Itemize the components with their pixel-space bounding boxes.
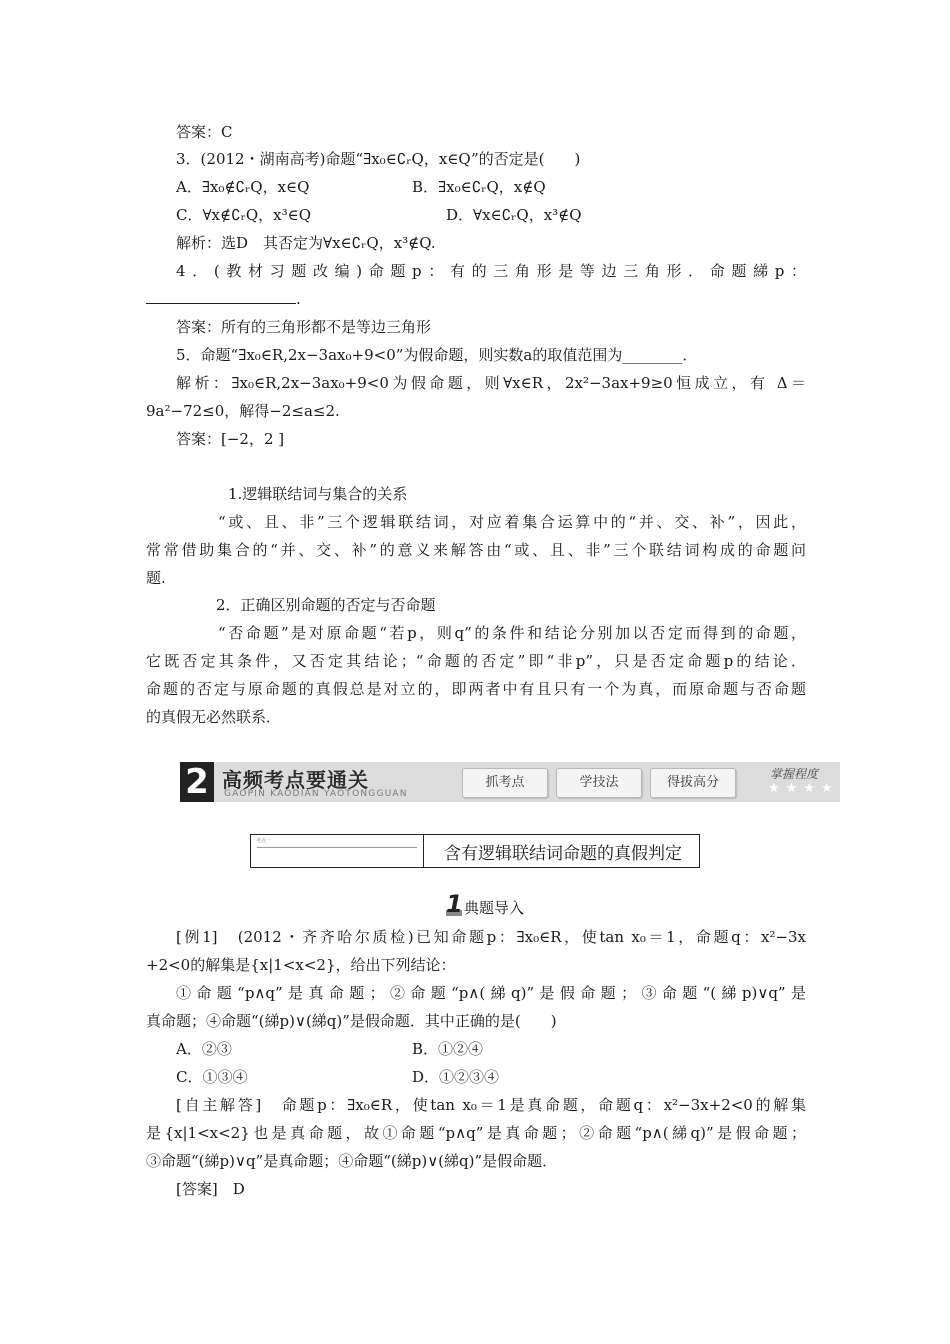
note-1-para-1: “或、且、非”三个逻辑联结词，对应着集合运算中的“并、交、补”，因此，	[218, 513, 806, 531]
question-3-option-c: C．∀x∉∁ᵣQ，x³∈Q	[176, 206, 312, 224]
high-score-button[interactable]: 得拔高分	[650, 768, 736, 798]
topic-label: 考点一	[256, 838, 272, 844]
question-5-stem: 5．命题“∃x₀∈R,2x−3ax₀+9<0”为假命题，则实数a的取值范围为________．	[176, 346, 698, 364]
divider	[257, 847, 417, 848]
example-1-solution-2: 是{x|1<x<2}也是真命题，故①命题“p∧q”是真命题；②命题“p∧(綈q)”是假命题；	[146, 1124, 806, 1142]
example-1-option-a: A．②③	[176, 1040, 232, 1058]
banner-number: 2	[180, 762, 214, 802]
question-3-option-d: D．∀x∈∁ᵣQ，x³∉Q	[446, 206, 582, 224]
topic-title-box	[250, 834, 700, 868]
mastery-label: 掌握程度	[770, 767, 819, 781]
example-1-option-c: C．①③④	[176, 1068, 248, 1086]
topic-label-cell	[251, 835, 424, 867]
banner-subtitle: GAOPIN KAODIAN YAOTONGGUAN	[224, 789, 408, 799]
mastery-stars-icon: ★★★★	[768, 781, 839, 796]
example-1-answer: [答案] D	[176, 1180, 245, 1198]
question-4-stem: 4．(教材习题改编)命题p：有的三角形是等边三角形．命题綈p：	[176, 262, 806, 280]
question-3-solution: 解析：选D 其否定为∀x∈∁ᵣQ，x³∉Q.	[176, 234, 436, 252]
section-label: 典题导入	[464, 899, 525, 917]
answer-line: 答案：C	[176, 123, 233, 141]
note-2-para-3: 命题的否定与原命题的真假总是对立的，即两者中有且只有一个为真，而原命题与否命题	[146, 680, 806, 698]
question-5-solution-2: 9a²−72≤0，解得−2≤a≤2.	[146, 402, 340, 420]
question-5-answer: 答案：[−2，2 ]	[176, 430, 285, 448]
example-1-solution-1: [自主解答] 命题p：∃x₀∈R，使tan x₀＝1是真命题，命题q：x²−3x+2<0的解集	[176, 1096, 806, 1114]
note-2-para-1: “否命题”是对原命题“若p，则q”的条件和结论分别加以否定而得到的命题，	[218, 624, 806, 642]
note-1-para-2: 常常借助集合的“并、交、补”的意义来解答由“或、且、非”三个联结词构成的命题问	[146, 541, 806, 559]
section-number: 1	[446, 890, 463, 918]
question-3-stem: 3．(2012・湖南高考)命题“∃x₀∈∁ᵣQ，x∈Q”的否定是( )	[176, 150, 581, 168]
note-1-title: 1.逻辑联结词与集合的关系	[228, 485, 408, 503]
note-2-para-4: 的真假无必然联系．	[146, 708, 282, 726]
question-4-blank: .	[146, 288, 301, 310]
topic-title: 含有逻辑联结词命题的真假判定	[444, 844, 682, 864]
example-1-solution-3: ③命题“(綈p)∨q”是真命题；④命题“(綈p)∨(綈q)”是假命题．	[146, 1152, 558, 1170]
learn-methods-button[interactable]: 学技法	[556, 768, 642, 798]
example-1-line-1: [例1] (2012・齐齐哈尔质检)已知命题p：∃x₀∈R，使tan x₀＝1，命题q：x²−3x	[176, 928, 806, 946]
question-3-option-a: A．∃x₀∉∁ᵣQ，x∈Q	[176, 178, 310, 196]
note-2-title: 2．正确区别命题的否定与否命题	[216, 596, 436, 614]
note-1-para-3: 题.	[146, 569, 166, 587]
section-banner	[180, 762, 840, 802]
question-5-solution-1: 解析：∃x₀∈R,2x−3ax₀+9<0为假命题，则∀x∈R，2x²−3ax+9≥0恒成立，有 Δ＝	[176, 374, 806, 392]
example-1-line-4: 真命题；④命题“(綈p)∨(綈q)”是假命题．其中正确的是( )	[146, 1012, 557, 1030]
question-4-answer: 答案：所有的三角形都不是等边三角形	[176, 318, 432, 336]
grasp-points-button[interactable]: 抓考点	[462, 768, 548, 798]
banner-title: 高频考点要通关	[222, 768, 369, 792]
note-2-para-2: 它既否定其条件，又否定其结论；“命题的否定”即“非p”，只是否定命题p的结论．	[146, 652, 806, 670]
example-1-line-3: ①命题“p∧q”是真命题；②命题“p∧(綈q)”是假命题；③命题“(綈p)∨q”是	[176, 984, 806, 1002]
example-1-option-b: B．①②④	[412, 1040, 484, 1058]
example-1-option-d: D．①②③④	[412, 1068, 500, 1086]
example-1-line-2: +2<0的解集是{x|1<x<2}，给出下列结论：	[146, 956, 456, 974]
question-3-option-b: B．∃x₀∈∁ᵣQ，x∉Q	[412, 178, 546, 196]
